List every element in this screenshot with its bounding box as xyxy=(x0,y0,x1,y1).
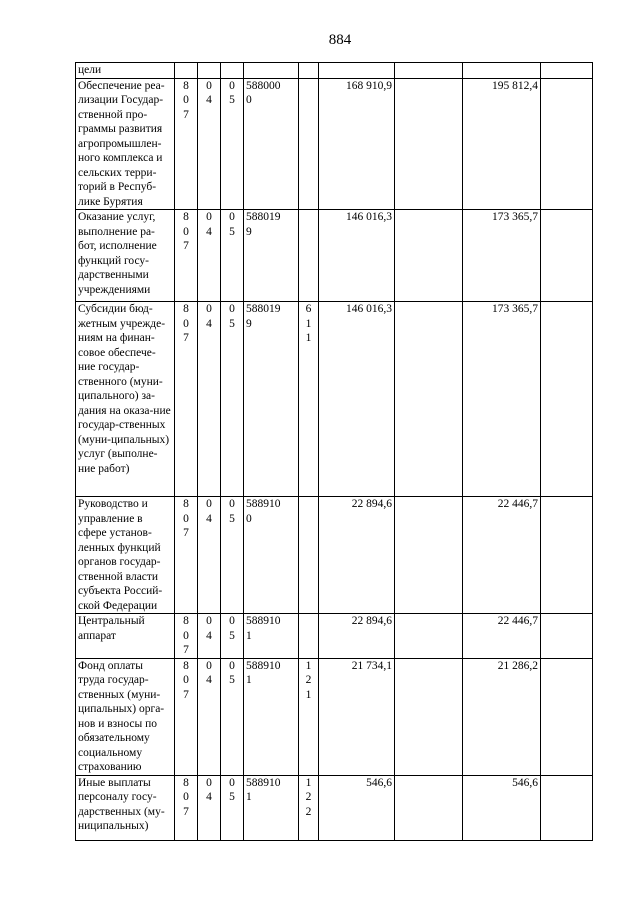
amount-year-1-cell xyxy=(319,210,395,302)
target-article-code-cell xyxy=(244,78,299,210)
subsection-code-cell xyxy=(221,78,244,210)
ved-code-cell xyxy=(175,614,198,659)
subsection-code: 05 xyxy=(229,79,235,106)
section-code: 04 xyxy=(206,303,212,330)
section-code: 04 xyxy=(206,615,212,642)
page-number: 884 xyxy=(328,32,352,48)
amount-year-2-cell xyxy=(463,210,541,302)
amount-year-1-extra-cell xyxy=(395,302,463,497)
target-article-code: 5880199 xyxy=(246,211,281,238)
ved-code: 807 xyxy=(183,211,189,252)
row-name-cell xyxy=(76,63,175,79)
amount-year-1-extra-cell xyxy=(395,210,463,302)
amount-year-2: 22 446,7 xyxy=(497,498,538,510)
table-row xyxy=(76,658,593,775)
amount-year-2-extra-cell xyxy=(541,210,593,302)
amount-year-2-cell xyxy=(463,658,541,775)
row-name: Центральный аппарат xyxy=(78,615,145,642)
section-code: 04 xyxy=(206,659,212,686)
amount-year-2: 173 365,7 xyxy=(492,303,538,315)
row-name: Фонд оплаты труда государ-ственных (муни-ципальных) орга-нов и взносы по обязательному социальному страхованию xyxy=(78,659,165,773)
target-article-code: 5889101 xyxy=(246,659,281,686)
subsection-code: 05 xyxy=(229,776,235,803)
subsection-code-cell xyxy=(221,63,244,79)
section-code-cell xyxy=(198,302,221,497)
expense-type-code-cell xyxy=(299,63,319,79)
ved-code-cell xyxy=(175,658,198,775)
table-row xyxy=(76,302,593,497)
expense-type-code: 611 xyxy=(305,303,312,344)
ved-code-cell xyxy=(175,497,198,614)
subsection-code-cell xyxy=(221,302,244,497)
subsection-code-cell xyxy=(221,658,244,775)
amount-year-2: 173 365,7 xyxy=(492,211,538,223)
amount-year-1: 146 016,3 xyxy=(346,211,392,223)
table-row xyxy=(76,63,593,79)
amount-year-1: 22 894,6 xyxy=(351,615,392,627)
amount-year-2-extra-cell xyxy=(541,614,593,659)
expense-type-code-cell xyxy=(299,775,319,840)
subsection-code: 05 xyxy=(229,211,235,238)
section-code-cell xyxy=(198,63,221,79)
section-code-cell xyxy=(198,775,221,840)
section-code: 04 xyxy=(206,776,212,803)
amount-year-1-cell xyxy=(319,78,395,210)
amount-year-1-extra-cell xyxy=(395,775,463,840)
amount-year-2-cell xyxy=(463,614,541,659)
amount-year-1-extra-cell xyxy=(395,78,463,210)
ved-code: 807 xyxy=(183,615,189,656)
row-name: Субсидии бюд-жетным учрежде-ниям на финан-совое обеспече-ние государ-ственного (муни-ципального) за-дания на оказа-ние государ-ственных (муни-ципальных) услуг (выполне-ние работ) xyxy=(78,303,171,475)
target-article-code-cell xyxy=(244,497,299,614)
ved-code-cell xyxy=(175,775,198,840)
section-code: 04 xyxy=(206,79,212,106)
row-name-cell xyxy=(76,775,175,840)
ved-code-cell xyxy=(175,63,198,79)
table-row xyxy=(76,614,593,659)
row-name-cell xyxy=(76,614,175,659)
ved-code: 807 xyxy=(183,659,189,701)
subsection-code: 05 xyxy=(229,498,235,525)
target-article-code: 5889100 xyxy=(246,498,281,525)
amount-year-1-extra-cell xyxy=(395,497,463,614)
amount-year-1-cell xyxy=(319,302,395,497)
subsection-code-cell xyxy=(221,210,244,302)
expense-type-code-cell xyxy=(299,210,319,302)
amount-year-2-cell xyxy=(463,302,541,497)
amount-year-1-cell xyxy=(319,497,395,614)
amount-year-1: 146 016,3 xyxy=(346,303,392,315)
section-code: 04 xyxy=(206,498,212,525)
subsection-code: 05 xyxy=(229,303,235,330)
ved-code: 807 xyxy=(183,79,189,121)
target-article-code-cell xyxy=(244,614,299,659)
amount-year-2-extra-cell xyxy=(541,497,593,614)
section-code-cell xyxy=(198,614,221,659)
section-code-cell xyxy=(198,497,221,614)
expense-type-code-cell xyxy=(299,658,319,775)
amount-year-2-extra-cell xyxy=(541,302,593,497)
amount-year-2: 546,6 xyxy=(512,776,538,789)
row-name-cell xyxy=(76,658,175,775)
amount-year-2-extra-cell xyxy=(541,63,593,79)
section-code-cell xyxy=(198,210,221,302)
table-body xyxy=(76,63,593,841)
amount-year-1: 21 734,1 xyxy=(351,659,392,672)
section-code-cell xyxy=(198,78,221,210)
amount-year-2-cell xyxy=(463,78,541,210)
ved-code-cell xyxy=(175,78,198,210)
subsection-code: 05 xyxy=(229,659,235,686)
ved-code-cell xyxy=(175,302,198,497)
amount-year-2: 21 286,2 xyxy=(497,659,538,672)
target-article-code-cell xyxy=(244,775,299,840)
subsection-code-cell xyxy=(221,497,244,614)
expense-type-code: 121 xyxy=(305,659,312,701)
amount-year-1: 168 910,9 xyxy=(346,79,392,92)
row-name: Руководство и управление в сфере установ-ленных функций органов государ-ственной власти субъекта Россий-ской Федерации xyxy=(78,498,163,612)
row-name: Иные выплаты персоналу госу-дарственных (му-ниципальных) xyxy=(78,776,165,832)
amount-year-2: 22 446,7 xyxy=(497,615,538,627)
amount-year-2: 195 812,4 xyxy=(492,79,538,92)
row-name-cell xyxy=(76,210,175,302)
amount-year-1-cell xyxy=(319,614,395,659)
expense-type-code-cell xyxy=(299,78,319,210)
expense-type-code-cell xyxy=(299,614,319,659)
expense-type-code-cell xyxy=(299,302,319,497)
row-name-cell xyxy=(76,497,175,614)
amount-year-1-extra-cell xyxy=(395,63,463,79)
target-article-code: 5880000 xyxy=(246,79,281,106)
ved-code: 807 xyxy=(183,776,189,818)
row-name: цели xyxy=(78,64,102,76)
target-article-code-cell xyxy=(244,658,299,775)
target-article-code: 5889101 xyxy=(246,615,281,642)
row-name-cell xyxy=(76,302,175,497)
table-row xyxy=(76,497,593,614)
row-name: Обеспечение реа-лизации Государ-ственной про-граммы развития агропромышлен-ного комплекса и сельских терри-торий в Респуб-лике Бурятия xyxy=(78,79,165,208)
target-article-code: 5880199 xyxy=(246,303,281,330)
table-row xyxy=(76,210,593,302)
amount-year-2-cell xyxy=(463,63,541,79)
amount-year-1-extra-cell xyxy=(395,658,463,775)
amount-year-1: 546,6 xyxy=(366,776,392,789)
amount-year-1-cell xyxy=(319,658,395,775)
budget-table xyxy=(75,62,593,841)
amount-year-2-extra-cell xyxy=(541,775,593,840)
target-article-code-cell xyxy=(244,302,299,497)
amount-year-2-extra-cell xyxy=(541,658,593,775)
table-row xyxy=(76,78,593,210)
table-row xyxy=(76,775,593,840)
target-article-code-cell xyxy=(244,210,299,302)
amount-year-1-cell xyxy=(319,775,395,840)
expense-type-code-cell xyxy=(299,497,319,614)
ved-code: 807 xyxy=(183,303,189,344)
amount-year-2-cell xyxy=(463,775,541,840)
section-code-cell xyxy=(198,658,221,775)
amount-year-1: 22 894,6 xyxy=(351,498,392,510)
target-article-code: 5889101 xyxy=(246,776,281,803)
expense-type-code: 122 xyxy=(305,776,312,818)
subsection-code-cell xyxy=(221,775,244,840)
amount-year-2-cell xyxy=(463,497,541,614)
ved-code: 807 xyxy=(183,498,189,539)
amount-year-1-cell xyxy=(319,63,395,79)
amount-year-2-extra-cell xyxy=(541,78,593,210)
subsection-code: 05 xyxy=(229,615,235,642)
section-code: 04 xyxy=(206,211,212,238)
subsection-code-cell xyxy=(221,614,244,659)
amount-year-1-extra-cell xyxy=(395,614,463,659)
row-name: Оказание услуг, выполнение ра-бот, исполнение функций госу-дарственными учреждениями xyxy=(78,211,157,296)
ved-code-cell xyxy=(175,210,198,302)
target-article-code-cell xyxy=(244,63,299,79)
row-name-cell xyxy=(76,78,175,210)
